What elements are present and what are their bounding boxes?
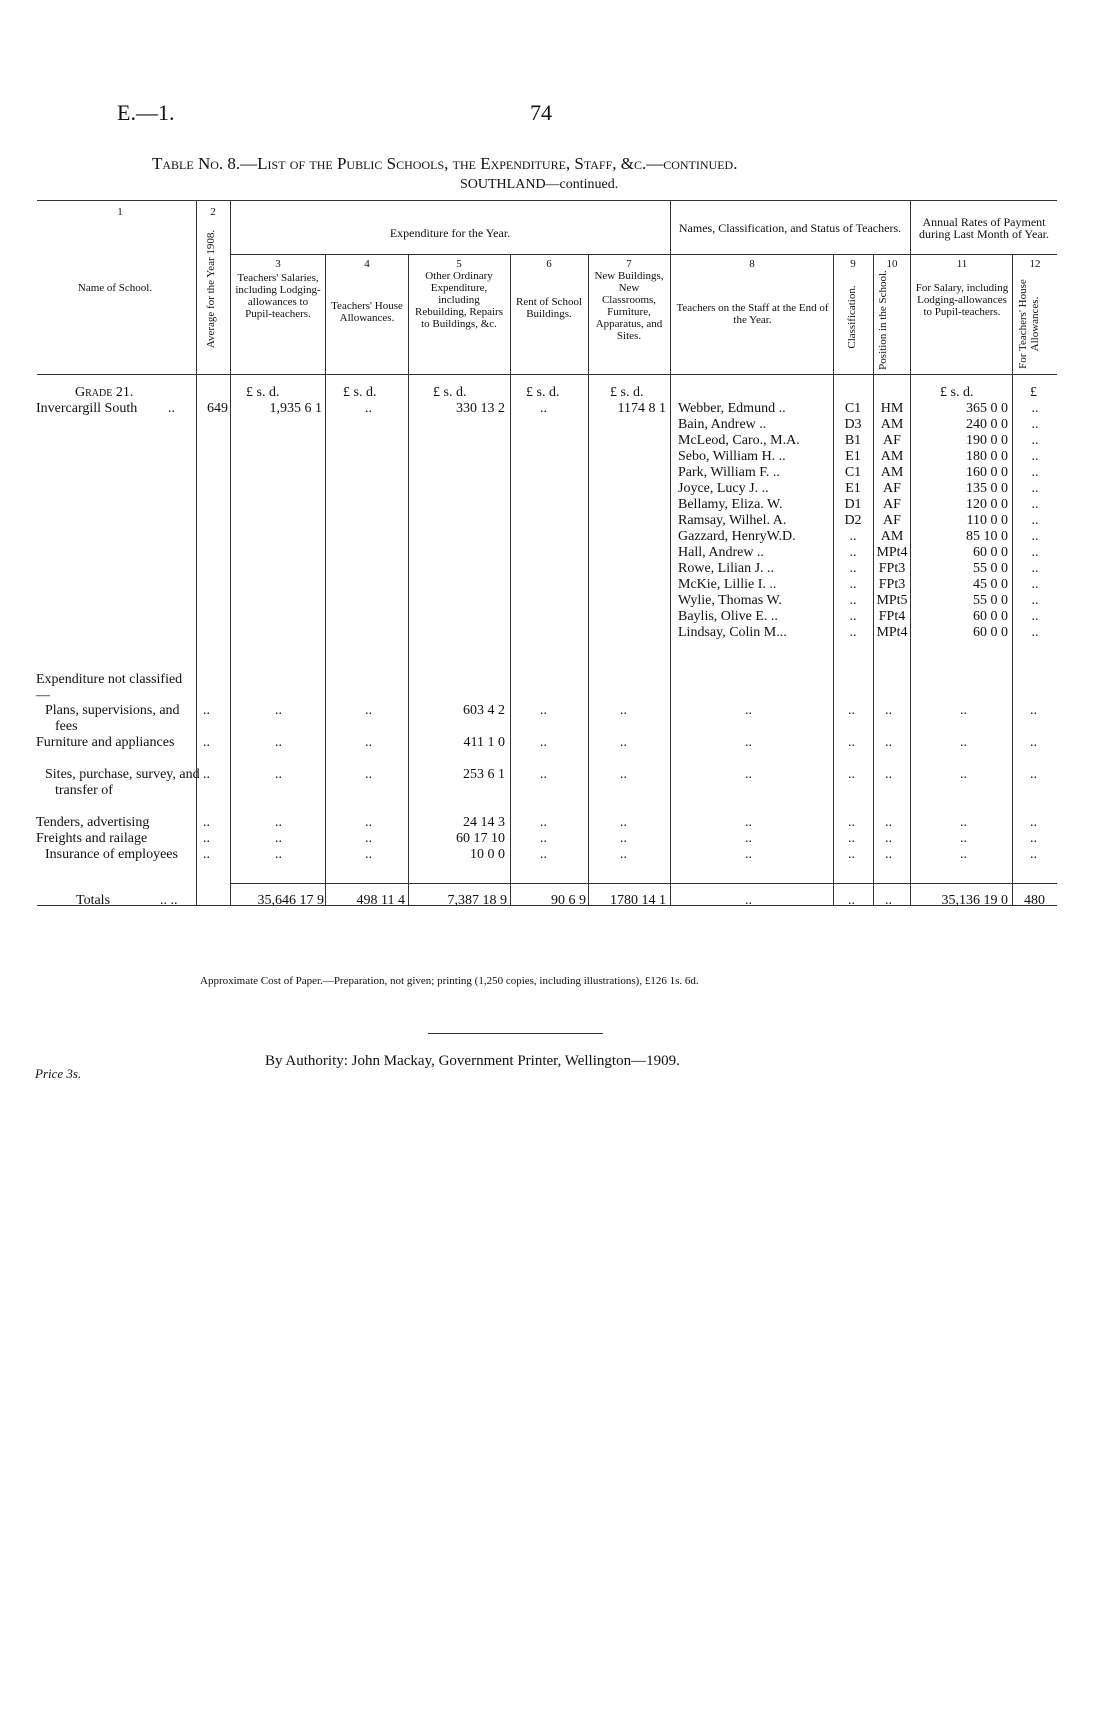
col8-label: Teachers on the Staff at the End of the Year. [676,302,829,326]
col10-number: 10 [886,258,898,270]
col-rule-6 [588,254,589,905]
col1-label: Name of School. [77,282,153,294]
leader-dots-cell: .. [960,767,967,782]
school-leader: .. [168,401,175,416]
totals-leader: .. .. [160,893,178,908]
leader-dots-cell: .. [203,831,210,846]
col9-number: 9 [850,258,856,270]
teacher-salary: 180 0 0 [966,449,1008,464]
teacher-house-allowance: .. [1031,593,1039,608]
leader-dots-cell: .. [960,703,967,718]
teacher-name: Bellamy, Eliza. W. [678,497,783,512]
leader-dots-cell: .. [1030,815,1037,830]
leader-dots-cell: .. [885,815,892,830]
col11-number: 11 [956,258,968,270]
region-title: SOUTHLAND—continued. [460,177,619,192]
col11-label: For Salary, including Lodging-allowances to Pupil-teachers. [915,282,1009,318]
teacher-name: Wylie, Thomas W. [678,593,782,608]
col12-number: 12 [1029,258,1041,270]
teacher-position: FPt3 [878,561,906,576]
school-name: Invercargill South [36,401,138,416]
leader-dots-cell: .. [745,767,752,782]
leader-dots-cell: .. [540,815,547,830]
leader-dots-cell: .. [275,815,282,830]
teacher-house-allowance: .. [1031,529,1039,544]
leader-dots-cell: .. [960,815,967,830]
teacher-house-allowance: .. [1031,449,1039,464]
leader-dots-cell: .. [620,815,627,830]
teacher-name: Joyce, Lucy J. .. [678,481,769,496]
teacher-position: MPt5 [876,593,908,608]
school-c3: 1,935 6 1 [269,401,322,416]
unclassified-c5: 24 14 3 [463,815,505,830]
teacher-classification: .. [849,561,857,576]
teacher-position: AF [883,481,901,496]
teacher-position: AF [883,433,901,448]
teacher-classification: D2 [844,513,862,528]
teacher-classification: .. [849,593,857,608]
teacher-salary: 85 10 0 [966,529,1008,544]
unclassified-c5: 411 1 0 [463,735,505,750]
leader-dots-cell: .. [620,767,627,782]
col7-number: 7 [626,258,632,270]
leader-dots-cell: .. [1030,767,1037,782]
leader-dots-cell: .. [275,735,282,750]
teacher-salary: 55 0 0 [973,593,1008,608]
expenditure-subrule [230,254,670,255]
teacher-classification: E1 [845,449,861,464]
teacher-position: AM [880,529,904,544]
leader-dots-cell: .. [745,735,752,750]
teacher-classification: C1 [844,401,862,416]
leader-dots-cell: .. [1030,703,1037,718]
leader-dots-cell: .. [960,831,967,846]
c4-units: £ s. d. [343,385,377,400]
teacher-position: FPt3 [878,577,906,592]
teacher-name: Hall, Andrew .. [678,545,764,560]
leader-dots-cell: .. [365,767,372,782]
col4-label: Teachers' House Allowances. [331,300,403,324]
teacher-salary: 160 0 0 [966,465,1008,480]
col5-number: 5 [456,258,462,270]
col-rule-11 [1012,254,1013,905]
col8-number: 8 [749,258,755,270]
leader-dots-cell: .. [848,815,855,830]
leader-dots-cell: .. [540,831,547,846]
teacher-house-allowance: .. [1031,513,1039,528]
teacher-house-allowance: .. [1031,609,1039,624]
unclassified-label: Plans, supervisions, and fees [45,703,180,734]
c6-units: £ s. d. [526,385,560,400]
leader-dots-cell: .. [620,703,627,718]
leader-dots-cell: .. [620,831,627,846]
leader-dots-cell: .. [1030,831,1037,846]
leader-dots-cell: .. [275,847,282,862]
teacher-classification: .. [849,545,857,560]
cost-note: Approximate Cost of Paper.—Preparation, not given; printing (1,250 copies, including illustrations), £126 1s. 6d. [200,975,699,987]
totals-c7: 1780 14 1 [610,893,666,908]
leader-dots-cell: .. [885,735,892,750]
teacher-house-allowance: .. [1031,401,1039,416]
totals-c4: 498 11 4 [356,893,405,908]
totals-c5: 7,387 18 9 [447,893,507,908]
unclassified-heading: Expenditure not classified— [36,672,183,703]
names-header: Names, Classification, and Status of Teachers. [678,221,902,235]
col-rule-5 [510,254,511,905]
leader-dots-cell: .. [203,703,210,718]
c12-units: £ [1030,385,1037,400]
col7-label: New Buildings, New Classrooms, Furniture, Apparatus, and Sites. [594,270,664,342]
price: Price 3s. [35,1066,82,1081]
col4-number: 4 [364,258,370,270]
teacher-house-allowance: .. [1031,417,1039,432]
teacher-position: AF [883,513,901,528]
teacher-name: Rowe, Lilian J. .. [678,561,775,576]
teacher-house-allowance: .. [1031,625,1039,640]
leader-dots-cell: .. [620,847,627,862]
unclassified-label: Furniture and appliances [36,735,175,750]
unclassified-c5: 253 6 1 [463,767,505,782]
teacher-name: Baylis, Olive E. .. [678,609,778,624]
col6-label: Rent of School Buildings. [516,296,582,320]
teacher-position: HM [880,401,904,416]
totals-c6: 90 6 9 [551,893,586,908]
col6-number: 6 [546,258,552,270]
teacher-position: AM [880,465,904,480]
unclassified-c5: 603 4 2 [463,703,505,718]
col-rule-2 [230,200,231,905]
leader-dots-cell: .. [540,767,547,782]
teacher-house-allowance: .. [1031,577,1039,592]
col-rule-9 [873,254,874,905]
leader-dots-cell: .. [540,703,547,718]
c3-units: £ s. d. [246,385,280,400]
col-rule-4 [408,254,409,905]
leader-dots-cell: .. [203,767,210,782]
teacher-classification: D1 [844,497,862,512]
teacher-position: AM [880,449,904,464]
col5-label: Other Ordinary Expenditure, including Rebuilding, Repairs to Buildings, &c. [415,270,503,330]
footer-rule [428,1033,603,1034]
col2-number: 2 [210,206,216,218]
col9-label: Classification. [846,285,858,349]
teacher-house-allowance: .. [1031,545,1039,560]
leader-dots-cell: .. [885,703,892,718]
col-rule-3 [325,254,326,905]
totals-c11: 35,136 19 0 [941,893,1008,908]
teacher-name: Park, William F. .. [678,465,780,480]
teacher-name: Sebo, William H. .. [678,449,786,464]
col-rule-1 [196,200,197,905]
unclassified-label: Freights and railage [36,831,148,846]
leader-dots-cell: .. [848,831,855,846]
teacher-classification: .. [849,625,857,640]
leader-dots-cell: .. [1030,735,1037,750]
teacher-classification: .. [849,577,857,592]
leader-dots-cell: .. [745,847,752,862]
teacher-house-allowance: .. [1031,497,1039,512]
teacher-house-allowance: .. [1031,433,1039,448]
school-average: 649 [207,401,228,416]
leader-dots-cell: .. [848,767,855,782]
leader-dots-cell: .. [540,847,547,862]
col-rule-10 [910,200,911,905]
teacher-position: AM [880,417,904,432]
table-top-rule [37,200,1057,201]
leader-dots-cell: .. [275,703,282,718]
page-ref: E.—1. [117,100,175,125]
leader-dots-cell: .. [203,847,210,862]
teacher-name: Gazzard, HenryW.D. [678,529,796,544]
expenditure-header: Expenditure for the Year. [389,226,511,240]
teacher-position: MPt4 [876,545,908,560]
leader-dots-cell: .. [885,847,892,862]
col1-number: 1 [117,206,123,218]
teacher-name: Lindsay, Colin M... [678,625,787,640]
unclassified-label: Insurance of employees [45,847,178,862]
teacher-classification: C1 [844,465,862,480]
leader-dots-cell: .. [848,735,855,750]
col-rule-7 [670,200,671,905]
unclassified-label: Tenders, advertising [36,815,150,830]
table-title: Table No. 8.—List of the Public Schools, the Expenditure, Staff, &c.—continued. [152,154,738,173]
unclassified-c5: 10 0 0 [470,847,505,862]
leader-dots-cell: .. [885,893,892,908]
page-number: 74 [530,100,552,125]
school-c7: 1174 8 1 [617,401,666,416]
teacher-salary: 60 0 0 [973,609,1008,624]
school-c6: .. [540,401,547,416]
totals-c12: 480 [1024,893,1045,908]
teacher-salary: 135 0 0 [966,481,1008,496]
leader-dots-cell: .. [1030,847,1037,862]
leader-dots-cell: .. [745,703,752,718]
leader-dots-cell: .. [203,815,210,830]
teacher-name: McLeod, Caro., M.A. [678,433,800,448]
totals-label: Totals [76,893,111,908]
totals-c3: 35,646 17 9 [257,893,324,908]
names-subrule [670,254,910,255]
leader-dots-cell: .. [885,831,892,846]
rates-subrule [910,254,1057,255]
teacher-house-allowance: .. [1031,481,1039,496]
leader-dots-cell: .. [203,735,210,750]
teacher-classification: D3 [844,417,862,432]
school-c4: .. [365,401,372,416]
leader-dots-cell: .. [885,767,892,782]
teacher-name: Ramsay, Wilhel. A. [678,513,787,528]
leader-dots-cell: .. [275,767,282,782]
leader-dots-cell: .. [365,815,372,830]
teacher-classification: .. [849,609,857,624]
teacher-position: MPt4 [876,625,908,640]
leader-dots-cell: .. [365,847,372,862]
leader-dots-cell: .. [848,893,855,908]
teacher-classification: .. [849,529,857,544]
c11-units: £ s. d. [940,385,974,400]
col-rule-8 [833,254,834,905]
teacher-salary: 110 0 0 [966,513,1008,528]
leader-dots-cell: .. [745,815,752,830]
col2-label: Average for the Year 1908. [205,229,217,349]
authority-line: By Authority: John Mackay, Government Printer, Wellington—1909. [265,1053,680,1069]
leader-dots-cell: .. [848,703,855,718]
teacher-salary: 60 0 0 [973,545,1008,560]
c5-units: £ s. d. [433,385,467,400]
teacher-position: AF [883,497,901,512]
leader-dots-cell: .. [275,831,282,846]
teacher-salary: 55 0 0 [973,561,1008,576]
totals-rule [230,883,1057,884]
leader-dots-cell: .. [620,735,627,750]
teacher-name: Bain, Andrew .. [678,417,767,432]
rates-header: Annual Rates of Payment during Last Month of Year. [919,215,1049,241]
teacher-name: McKie, Lillie I. .. [678,577,777,592]
teacher-house-allowance: .. [1031,561,1039,576]
teacher-house-allowance: .. [1031,465,1039,480]
c7-units: £ s. d. [610,385,644,400]
col3-number: 3 [275,258,281,270]
teacher-salary: 60 0 0 [973,625,1008,640]
unclassified-c5: 60 17 10 [456,831,505,846]
leader-dots-cell: .. [848,847,855,862]
col3-label: Teachers' Salaries, including Lodging-allowances to Pupil-teachers. [235,272,321,320]
leader-dots-cell: .. [540,735,547,750]
leader-dots-cell: .. [365,703,372,718]
header-bottom-rule [37,374,1057,375]
col12-label: For Teachers' House Allowances. [1017,279,1041,369]
teacher-salary: 45 0 0 [973,577,1008,592]
leader-dots-cell: .. [960,847,967,862]
teacher-classification: E1 [845,481,861,496]
school-c5: 330 13 2 [456,401,505,416]
leader-dots-cell: .. [745,893,752,908]
teacher-salary: 240 0 0 [966,417,1008,432]
teacher-salary: 365 0 0 [966,401,1008,416]
teacher-name: Webber, Edmund .. [678,401,786,416]
teacher-salary: 190 0 0 [966,433,1008,448]
teacher-position: FPt4 [878,609,906,624]
teacher-salary: 120 0 0 [966,497,1008,512]
grade-label: Grade 21. [75,385,134,400]
col10-label: Position in the School. [877,270,889,370]
leader-dots-cell: .. [365,831,372,846]
leader-dots-cell: .. [960,735,967,750]
unclassified-label: Sites, purchase, survey, and transfer of [45,767,200,798]
leader-dots-cell: .. [365,735,372,750]
teacher-classification: B1 [844,433,862,448]
leader-dots-cell: .. [745,831,752,846]
